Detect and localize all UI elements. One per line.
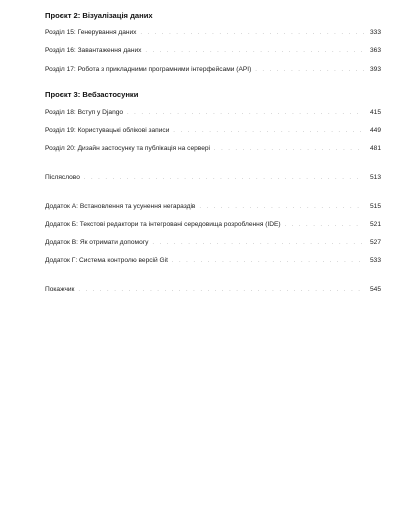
- dot-leader: [84, 175, 364, 181]
- toc-entry-page: 333: [369, 29, 381, 36]
- toc-entry-chapter-19[interactable]: [45, 127, 381, 138]
- toc-entry-index[interactable]: [45, 286, 381, 297]
- toc-entry-title: Додаток Г: Система контролю версій Git: [45, 257, 168, 264]
- toc-entry-appendix-b[interactable]: [45, 221, 381, 232]
- toc-entry-chapter-20[interactable]: [45, 145, 381, 156]
- toc-entry-appendix-a[interactable]: [45, 203, 381, 214]
- toc-entry-page: 515: [369, 203, 381, 210]
- dot-leader: [173, 128, 364, 134]
- dot-leader: [199, 204, 364, 210]
- toc-entry-title: Додаток В: Як отримати допомогу: [45, 239, 149, 246]
- toc-entry-title: Покажчик: [45, 286, 75, 293]
- dot-leader: [140, 30, 364, 36]
- section-heading-project-2: Проєкт 2: Візуалізація даних: [45, 11, 153, 20]
- toc-entry-page: 527: [369, 239, 381, 246]
- toc-entry-title: Розділ 17: Робота з прикладними програмними інтерфейсами (API): [45, 66, 252, 73]
- dot-leader: [255, 67, 364, 73]
- toc-entry-appendix-g[interactable]: [45, 257, 381, 268]
- toc-entry-afterword[interactable]: [45, 174, 381, 185]
- dot-leader: [78, 287, 364, 293]
- toc-entry-page: 363: [369, 47, 381, 54]
- toc-entry-title: Додаток Б: Текстові редактори та інтегровані середовища розроблення (IDE): [45, 221, 281, 228]
- toc-entry-page: 481: [369, 145, 381, 152]
- toc-entry-chapter-17[interactable]: [45, 66, 381, 77]
- dot-leader: [127, 110, 364, 116]
- toc-entry-chapter-15[interactable]: [45, 29, 381, 40]
- toc-entry-page: 449: [369, 127, 381, 134]
- toc-entry-page: 415: [369, 109, 381, 116]
- dot-leader: [145, 48, 364, 54]
- dot-leader: [285, 222, 364, 228]
- toc-entry-title: Розділ 20: Дизайн застосунку та публікація на сервері: [45, 145, 211, 152]
- toc-entry-chapter-16[interactable]: [45, 47, 381, 58]
- section-heading-project-3: Проєкт 3: Вебзастосунки: [45, 90, 139, 99]
- toc-entry-chapter-18[interactable]: [45, 109, 381, 120]
- toc-entry-page: 521: [369, 221, 381, 228]
- toc-entry-page: 545: [369, 286, 381, 293]
- toc-entry-page: 533: [369, 257, 381, 264]
- toc-entry-page: 393: [369, 66, 381, 73]
- dot-leader: [152, 240, 364, 246]
- toc-entry-title: Розділ 18: Вступ у Django: [45, 109, 124, 116]
- toc-entry-appendix-v[interactable]: [45, 239, 381, 250]
- toc-entry-title: Додаток А: Встановлення та усунення негараздів: [45, 203, 196, 210]
- dot-leader: [172, 258, 364, 264]
- toc-entry-title: Розділ 19: Користувацькі облікові записи: [45, 127, 170, 134]
- toc-entry-title: Післяслово: [45, 174, 80, 181]
- dot-leader: [214, 146, 364, 152]
- toc-entry-page: 513: [369, 174, 381, 181]
- toc-entry-title: Розділ 16: Завантаження даних: [45, 47, 142, 54]
- toc-entry-title: Розділ 15: Генерування даних: [45, 29, 137, 36]
